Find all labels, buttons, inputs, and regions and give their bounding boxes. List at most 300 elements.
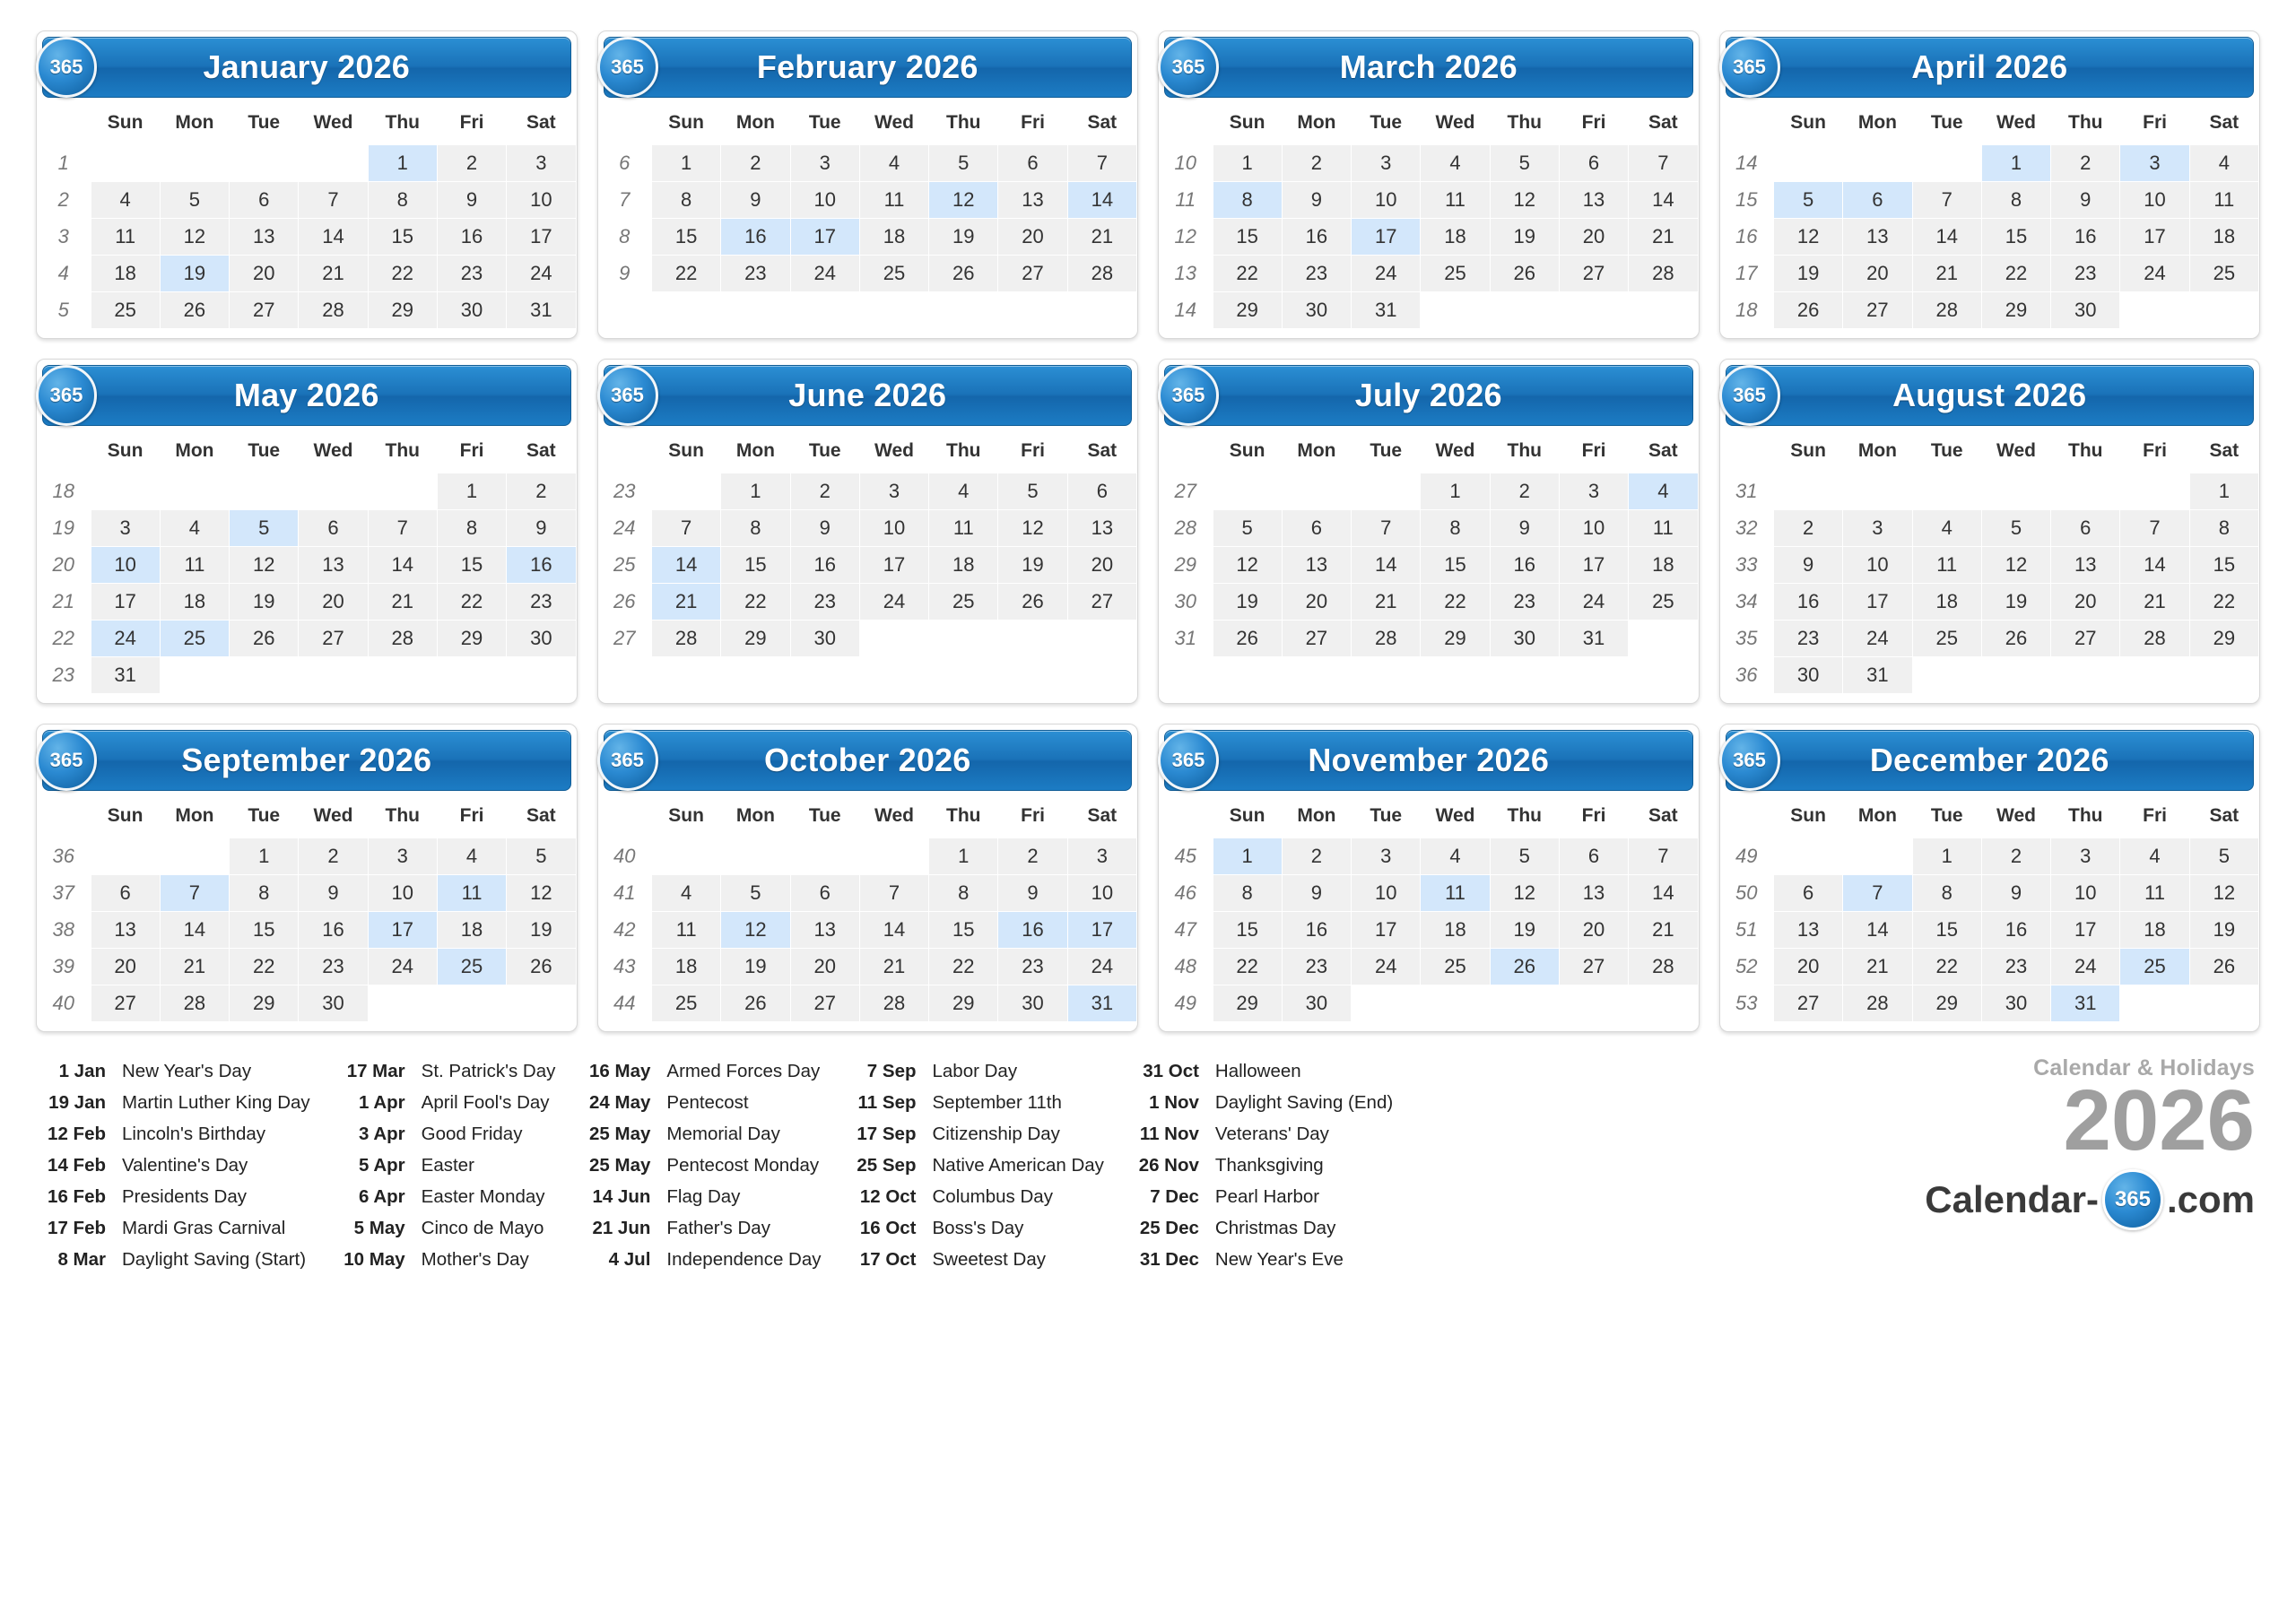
day-cell[interactable]: 24 [859, 584, 928, 621]
day-cell[interactable]: 2 [1774, 510, 1843, 547]
day-cell[interactable]: 10 [1067, 875, 1136, 912]
day-cell[interactable]: 30 [507, 621, 576, 657]
day-cell[interactable]: 3 [1352, 838, 1421, 875]
day-cell[interactable]: 11 [160, 547, 229, 584]
day-cell[interactable]: 22 [230, 949, 299, 985]
day-cell[interactable]: 13 [2051, 547, 2120, 584]
day-cell[interactable]: 9 [1282, 182, 1351, 219]
day-cell[interactable]: 24 [91, 621, 160, 657]
day-cell[interactable]: 3 [790, 145, 859, 182]
day-cell[interactable]: 12 [929, 182, 998, 219]
day-cell[interactable]: 1 [368, 145, 437, 182]
day-cell[interactable]: 27 [1067, 584, 1136, 621]
day-cell[interactable]: 15 [2189, 547, 2258, 584]
day-cell[interactable]: 15 [721, 547, 790, 584]
day-cell[interactable]: 31 [1352, 292, 1421, 329]
day-cell[interactable]: 22 [1912, 949, 1981, 985]
day-cell[interactable]: 11 [437, 875, 506, 912]
day-cell[interactable]: 7 [368, 510, 437, 547]
day-cell[interactable]: 23 [1774, 621, 1843, 657]
day-cell[interactable]: 2 [998, 838, 1067, 875]
day-cell[interactable]: 22 [721, 584, 790, 621]
day-cell[interactable]: 13 [1843, 219, 1912, 256]
day-cell[interactable]: 5 [507, 838, 576, 875]
day-cell[interactable]: 18 [2189, 219, 2258, 256]
day-cell[interactable]: 15 [1912, 912, 1981, 949]
day-cell[interactable]: 4 [1421, 838, 1490, 875]
day-cell[interactable]: 26 [160, 292, 229, 329]
day-cell[interactable]: 31 [2051, 985, 2120, 1022]
day-cell[interactable]: 27 [2051, 621, 2120, 657]
day-cell[interactable]: 25 [437, 949, 506, 985]
day-cell[interactable]: 16 [507, 547, 576, 584]
day-cell[interactable]: 17 [91, 584, 160, 621]
day-cell[interactable]: 3 [91, 510, 160, 547]
day-cell[interactable]: 23 [299, 949, 368, 985]
day-cell[interactable]: 27 [1774, 985, 1843, 1022]
day-cell[interactable]: 25 [1421, 256, 1490, 292]
day-cell[interactable]: 5 [721, 875, 790, 912]
day-cell[interactable]: 21 [1629, 912, 1698, 949]
day-cell[interactable]: 15 [437, 547, 506, 584]
day-cell[interactable]: 18 [929, 547, 998, 584]
day-cell[interactable]: 14 [160, 912, 229, 949]
day-cell[interactable]: 7 [1629, 145, 1698, 182]
day-cell[interactable]: 15 [652, 219, 721, 256]
day-cell[interactable]: 4 [652, 875, 721, 912]
day-cell[interactable]: 29 [2189, 621, 2258, 657]
day-cell[interactable]: 9 [1282, 875, 1351, 912]
day-cell[interactable]: 19 [998, 547, 1067, 584]
day-cell[interactable]: 13 [230, 219, 299, 256]
day-cell[interactable]: 12 [230, 547, 299, 584]
day-cell[interactable]: 4 [91, 182, 160, 219]
day-cell[interactable]: 13 [91, 912, 160, 949]
day-cell[interactable]: 28 [1843, 985, 1912, 1022]
day-cell[interactable]: 24 [1352, 949, 1421, 985]
day-cell[interactable]: 1 [1421, 473, 1490, 510]
day-cell[interactable]: 10 [1352, 875, 1421, 912]
day-cell[interactable]: 30 [2051, 292, 2120, 329]
day-cell[interactable]: 10 [1352, 182, 1421, 219]
day-cell[interactable]: 24 [1559, 584, 1628, 621]
day-cell[interactable]: 7 [299, 182, 368, 219]
day-cell[interactable]: 10 [1843, 547, 1912, 584]
day-cell[interactable]: 5 [998, 473, 1067, 510]
day-cell[interactable]: 19 [1490, 912, 1559, 949]
day-cell[interactable]: 30 [1282, 292, 1351, 329]
day-cell[interactable]: 27 [91, 985, 160, 1022]
day-cell[interactable]: 25 [652, 985, 721, 1022]
day-cell[interactable]: 18 [652, 949, 721, 985]
day-cell[interactable]: 8 [230, 875, 299, 912]
day-cell[interactable]: 22 [437, 584, 506, 621]
day-cell[interactable]: 26 [2189, 949, 2258, 985]
day-cell[interactable]: 22 [1213, 949, 1282, 985]
day-cell[interactable]: 13 [998, 182, 1067, 219]
day-cell[interactable]: 26 [929, 256, 998, 292]
day-cell[interactable]: 13 [299, 547, 368, 584]
day-cell[interactable]: 11 [1912, 547, 1981, 584]
day-cell[interactable]: 27 [299, 621, 368, 657]
day-cell[interactable]: 2 [1282, 838, 1351, 875]
day-cell[interactable]: 16 [1282, 219, 1351, 256]
day-cell[interactable]: 23 [1490, 584, 1559, 621]
day-cell[interactable]: 22 [929, 949, 998, 985]
day-cell[interactable]: 1 [1213, 838, 1282, 875]
day-cell[interactable]: 14 [1352, 547, 1421, 584]
day-cell[interactable]: 10 [2120, 182, 2189, 219]
day-cell[interactable]: 6 [1067, 473, 1136, 510]
day-cell[interactable]: 22 [1981, 256, 2050, 292]
day-cell[interactable]: 23 [507, 584, 576, 621]
day-cell[interactable]: 29 [721, 621, 790, 657]
day-cell[interactable]: 21 [299, 256, 368, 292]
day-cell[interactable]: 4 [1421, 145, 1490, 182]
day-cell[interactable]: 15 [1421, 547, 1490, 584]
day-cell[interactable]: 28 [1629, 949, 1698, 985]
day-cell[interactable]: 12 [1490, 875, 1559, 912]
day-cell[interactable]: 21 [1352, 584, 1421, 621]
day-cell[interactable]: 3 [1067, 838, 1136, 875]
day-cell[interactable]: 18 [1912, 584, 1981, 621]
day-cell[interactable]: 23 [1282, 256, 1351, 292]
day-cell[interactable]: 15 [929, 912, 998, 949]
day-cell[interactable]: 8 [721, 510, 790, 547]
day-cell[interactable]: 4 [2189, 145, 2258, 182]
day-cell[interactable]: 14 [2120, 547, 2189, 584]
day-cell[interactable]: 26 [1774, 292, 1843, 329]
day-cell[interactable]: 10 [859, 510, 928, 547]
day-cell[interactable]: 17 [1352, 912, 1421, 949]
day-cell[interactable]: 3 [368, 838, 437, 875]
day-cell[interactable]: 11 [859, 182, 928, 219]
day-cell[interactable]: 16 [2051, 219, 2120, 256]
day-cell[interactable]: 19 [721, 949, 790, 985]
day-cell[interactable]: 21 [1629, 219, 1698, 256]
day-cell[interactable]: 30 [437, 292, 506, 329]
day-cell[interactable]: 3 [1843, 510, 1912, 547]
day-cell[interactable]: 7 [1843, 875, 1912, 912]
day-cell[interactable]: 16 [790, 547, 859, 584]
day-cell[interactable]: 25 [929, 584, 998, 621]
day-cell[interactable]: 19 [1490, 219, 1559, 256]
day-cell[interactable]: 13 [1559, 875, 1628, 912]
day-cell[interactable]: 24 [1352, 256, 1421, 292]
day-cell[interactable]: 10 [507, 182, 576, 219]
day-cell[interactable]: 26 [230, 621, 299, 657]
day-cell[interactable]: 31 [1843, 657, 1912, 694]
day-cell[interactable]: 1 [929, 838, 998, 875]
day-cell[interactable]: 9 [507, 510, 576, 547]
day-cell[interactable]: 8 [368, 182, 437, 219]
day-cell[interactable]: 17 [1843, 584, 1912, 621]
day-cell[interactable]: 1 [652, 145, 721, 182]
day-cell[interactable]: 14 [1912, 219, 1981, 256]
day-cell[interactable]: 8 [1981, 182, 2050, 219]
day-cell[interactable]: 22 [2189, 584, 2258, 621]
day-cell[interactable]: 5 [1490, 145, 1559, 182]
day-cell[interactable]: 9 [1981, 875, 2050, 912]
day-cell[interactable]: 11 [91, 219, 160, 256]
day-cell[interactable]: 24 [2051, 949, 2120, 985]
day-cell[interactable]: 10 [790, 182, 859, 219]
day-cell[interactable]: 3 [859, 473, 928, 510]
day-cell[interactable]: 16 [721, 219, 790, 256]
day-cell[interactable]: 31 [507, 292, 576, 329]
day-cell[interactable]: 6 [1282, 510, 1351, 547]
day-cell[interactable]: 2 [299, 838, 368, 875]
day-cell[interactable]: 3 [507, 145, 576, 182]
day-cell[interactable]: 9 [437, 182, 506, 219]
day-cell[interactable]: 14 [1629, 875, 1698, 912]
day-cell[interactable]: 2 [507, 473, 576, 510]
day-cell[interactable]: 22 [652, 256, 721, 292]
day-cell[interactable]: 19 [929, 219, 998, 256]
day-cell[interactable]: 20 [299, 584, 368, 621]
day-cell[interactable]: 28 [368, 621, 437, 657]
day-cell[interactable]: 8 [437, 510, 506, 547]
day-cell[interactable]: 13 [790, 912, 859, 949]
day-cell[interactable]: 1 [437, 473, 506, 510]
day-cell[interactable]: 26 [1981, 621, 2050, 657]
day-cell[interactable]: 5 [230, 510, 299, 547]
day-cell[interactable]: 31 [1067, 985, 1136, 1022]
day-cell[interactable]: 20 [790, 949, 859, 985]
day-cell[interactable]: 23 [1282, 949, 1351, 985]
day-cell[interactable]: 25 [2120, 949, 2189, 985]
day-cell[interactable]: 6 [299, 510, 368, 547]
day-cell[interactable]: 17 [1067, 912, 1136, 949]
day-cell[interactable]: 14 [368, 547, 437, 584]
day-cell[interactable]: 18 [91, 256, 160, 292]
day-cell[interactable]: 7 [2120, 510, 2189, 547]
day-cell[interactable]: 20 [2051, 584, 2120, 621]
day-cell[interactable]: 21 [859, 949, 928, 985]
day-cell[interactable]: 1 [1912, 838, 1981, 875]
day-cell[interactable]: 8 [1421, 510, 1490, 547]
day-cell[interactable]: 24 [2120, 256, 2189, 292]
day-cell[interactable]: 19 [160, 256, 229, 292]
day-cell[interactable]: 30 [1282, 985, 1351, 1022]
day-cell[interactable]: 18 [2120, 912, 2189, 949]
day-cell[interactable]: 12 [2189, 875, 2258, 912]
day-cell[interactable]: 11 [929, 510, 998, 547]
day-cell[interactable]: 12 [1490, 182, 1559, 219]
day-cell[interactable]: 22 [1213, 256, 1282, 292]
day-cell[interactable]: 20 [230, 256, 299, 292]
day-cell[interactable]: 30 [1490, 621, 1559, 657]
day-cell[interactable]: 7 [859, 875, 928, 912]
day-cell[interactable]: 2 [1490, 473, 1559, 510]
day-cell[interactable]: 21 [1843, 949, 1912, 985]
day-cell[interactable]: 6 [1774, 875, 1843, 912]
day-cell[interactable]: 7 [160, 875, 229, 912]
day-cell[interactable]: 13 [1067, 510, 1136, 547]
day-cell[interactable]: 24 [368, 949, 437, 985]
day-cell[interactable]: 18 [1629, 547, 1698, 584]
day-cell[interactable]: 21 [1067, 219, 1136, 256]
day-cell[interactable]: 19 [1213, 584, 1282, 621]
day-cell[interactable]: 15 [368, 219, 437, 256]
day-cell[interactable]: 8 [929, 875, 998, 912]
day-cell[interactable]: 7 [1352, 510, 1421, 547]
day-cell[interactable]: 28 [1629, 256, 1698, 292]
day-cell[interactable]: 12 [507, 875, 576, 912]
day-cell[interactable]: 24 [1843, 621, 1912, 657]
day-cell[interactable]: 17 [507, 219, 576, 256]
day-cell[interactable]: 4 [1912, 510, 1981, 547]
day-cell[interactable]: 6 [1559, 838, 1628, 875]
day-cell[interactable]: 29 [437, 621, 506, 657]
day-cell[interactable]: 21 [368, 584, 437, 621]
day-cell[interactable]: 6 [2051, 510, 2120, 547]
day-cell[interactable]: 9 [790, 510, 859, 547]
day-cell[interactable]: 12 [998, 510, 1067, 547]
day-cell[interactable]: 27 [1282, 621, 1351, 657]
day-cell[interactable]: 18 [160, 584, 229, 621]
day-cell[interactable]: 25 [2189, 256, 2258, 292]
day-cell[interactable]: 21 [1912, 256, 1981, 292]
day-cell[interactable]: 4 [437, 838, 506, 875]
day-cell[interactable]: 2 [1981, 838, 2050, 875]
day-cell[interactable]: 3 [2051, 838, 2120, 875]
day-cell[interactable]: 1 [2189, 473, 2258, 510]
day-cell[interactable]: 1 [230, 838, 299, 875]
day-cell[interactable]: 29 [1912, 985, 1981, 1022]
day-cell[interactable]: 29 [1981, 292, 2050, 329]
day-cell[interactable]: 16 [299, 912, 368, 949]
day-cell[interactable]: 17 [368, 912, 437, 949]
day-cell[interactable]: 3 [1559, 473, 1628, 510]
day-cell[interactable]: 28 [1912, 292, 1981, 329]
day-cell[interactable]: 14 [859, 912, 928, 949]
day-cell[interactable]: 17 [859, 547, 928, 584]
day-cell[interactable]: 24 [507, 256, 576, 292]
day-cell[interactable]: 30 [1774, 657, 1843, 694]
day-cell[interactable]: 2 [790, 473, 859, 510]
day-cell[interactable]: 20 [1559, 219, 1628, 256]
day-cell[interactable]: 16 [437, 219, 506, 256]
day-cell[interactable]: 21 [160, 949, 229, 985]
day-cell[interactable]: 15 [230, 912, 299, 949]
day-cell[interactable]: 17 [1559, 547, 1628, 584]
day-cell[interactable]: 12 [160, 219, 229, 256]
day-cell[interactable]: 9 [721, 182, 790, 219]
day-cell[interactable]: 27 [1843, 292, 1912, 329]
day-cell[interactable]: 5 [1213, 510, 1282, 547]
day-cell[interactable]: 25 [160, 621, 229, 657]
day-cell[interactable]: 8 [1213, 875, 1282, 912]
day-cell[interactable]: 14 [1067, 182, 1136, 219]
day-cell[interactable]: 15 [1981, 219, 2050, 256]
day-cell[interactable]: 16 [1774, 584, 1843, 621]
day-cell[interactable]: 1 [1981, 145, 2050, 182]
day-cell[interactable]: 9 [1774, 547, 1843, 584]
day-cell[interactable]: 6 [1559, 145, 1628, 182]
day-cell[interactable]: 7 [652, 510, 721, 547]
day-cell[interactable]: 20 [1774, 949, 1843, 985]
day-cell[interactable]: 19 [1774, 256, 1843, 292]
day-cell[interactable]: 6 [230, 182, 299, 219]
day-cell[interactable]: 2 [437, 145, 506, 182]
day-cell[interactable]: 23 [437, 256, 506, 292]
day-cell[interactable]: 27 [230, 292, 299, 329]
day-cell[interactable]: 26 [1490, 949, 1559, 985]
day-cell[interactable]: 8 [1213, 182, 1282, 219]
day-cell[interactable]: 11 [1421, 875, 1490, 912]
day-cell[interactable]: 22 [368, 256, 437, 292]
day-cell[interactable]: 9 [2051, 182, 2120, 219]
day-cell[interactable]: 19 [507, 912, 576, 949]
day-cell[interactable]: 10 [1559, 510, 1628, 547]
day-cell[interactable]: 4 [2120, 838, 2189, 875]
day-cell[interactable]: 20 [1559, 912, 1628, 949]
day-cell[interactable]: 20 [1282, 584, 1351, 621]
day-cell[interactable]: 29 [368, 292, 437, 329]
day-cell[interactable]: 30 [998, 985, 1067, 1022]
day-cell[interactable]: 20 [1067, 547, 1136, 584]
day-cell[interactable]: 25 [859, 256, 928, 292]
day-cell[interactable]: 23 [998, 949, 1067, 985]
day-cell[interactable]: 18 [859, 219, 928, 256]
day-cell[interactable]: 24 [1067, 949, 1136, 985]
day-cell[interactable]: 7 [1912, 182, 1981, 219]
day-cell[interactable]: 5 [160, 182, 229, 219]
day-cell[interactable]: 11 [652, 912, 721, 949]
day-cell[interactable]: 9 [299, 875, 368, 912]
day-cell[interactable]: 2 [721, 145, 790, 182]
day-cell[interactable]: 25 [1912, 621, 1981, 657]
day-cell[interactable]: 12 [1213, 547, 1282, 584]
day-cell[interactable]: 8 [2189, 510, 2258, 547]
day-cell[interactable]: 26 [1213, 621, 1282, 657]
day-cell[interactable]: 3 [2120, 145, 2189, 182]
day-cell[interactable]: 29 [929, 985, 998, 1022]
day-cell[interactable]: 4 [1629, 473, 1698, 510]
day-cell[interactable]: 12 [1981, 547, 2050, 584]
day-cell[interactable]: 22 [1421, 584, 1490, 621]
day-cell[interactable]: 6 [91, 875, 160, 912]
day-cell[interactable]: 21 [2120, 584, 2189, 621]
day-cell[interactable]: 14 [299, 219, 368, 256]
day-cell[interactable]: 27 [998, 256, 1067, 292]
day-cell[interactable]: 26 [507, 949, 576, 985]
day-cell[interactable]: 31 [1559, 621, 1628, 657]
day-cell[interactable]: 19 [230, 584, 299, 621]
day-cell[interactable]: 17 [1352, 219, 1421, 256]
day-cell[interactable]: 19 [2189, 912, 2258, 949]
day-cell[interactable]: 20 [1843, 256, 1912, 292]
day-cell[interactable]: 19 [1981, 584, 2050, 621]
day-cell[interactable]: 2 [1282, 145, 1351, 182]
day-cell[interactable]: 7 [1067, 145, 1136, 182]
day-cell[interactable]: 16 [998, 912, 1067, 949]
day-cell[interactable]: 23 [2051, 256, 2120, 292]
day-cell[interactable]: 31 [91, 657, 160, 694]
day-cell[interactable]: 10 [368, 875, 437, 912]
day-cell[interactable]: 10 [2051, 875, 2120, 912]
day-cell[interactable]: 26 [721, 985, 790, 1022]
day-cell[interactable]: 28 [859, 985, 928, 1022]
day-cell[interactable]: 8 [1912, 875, 1981, 912]
day-cell[interactable]: 26 [998, 584, 1067, 621]
day-cell[interactable]: 5 [929, 145, 998, 182]
day-cell[interactable]: 11 [1629, 510, 1698, 547]
day-cell[interactable]: 8 [652, 182, 721, 219]
day-cell[interactable]: 28 [652, 621, 721, 657]
day-cell[interactable]: 20 [91, 949, 160, 985]
